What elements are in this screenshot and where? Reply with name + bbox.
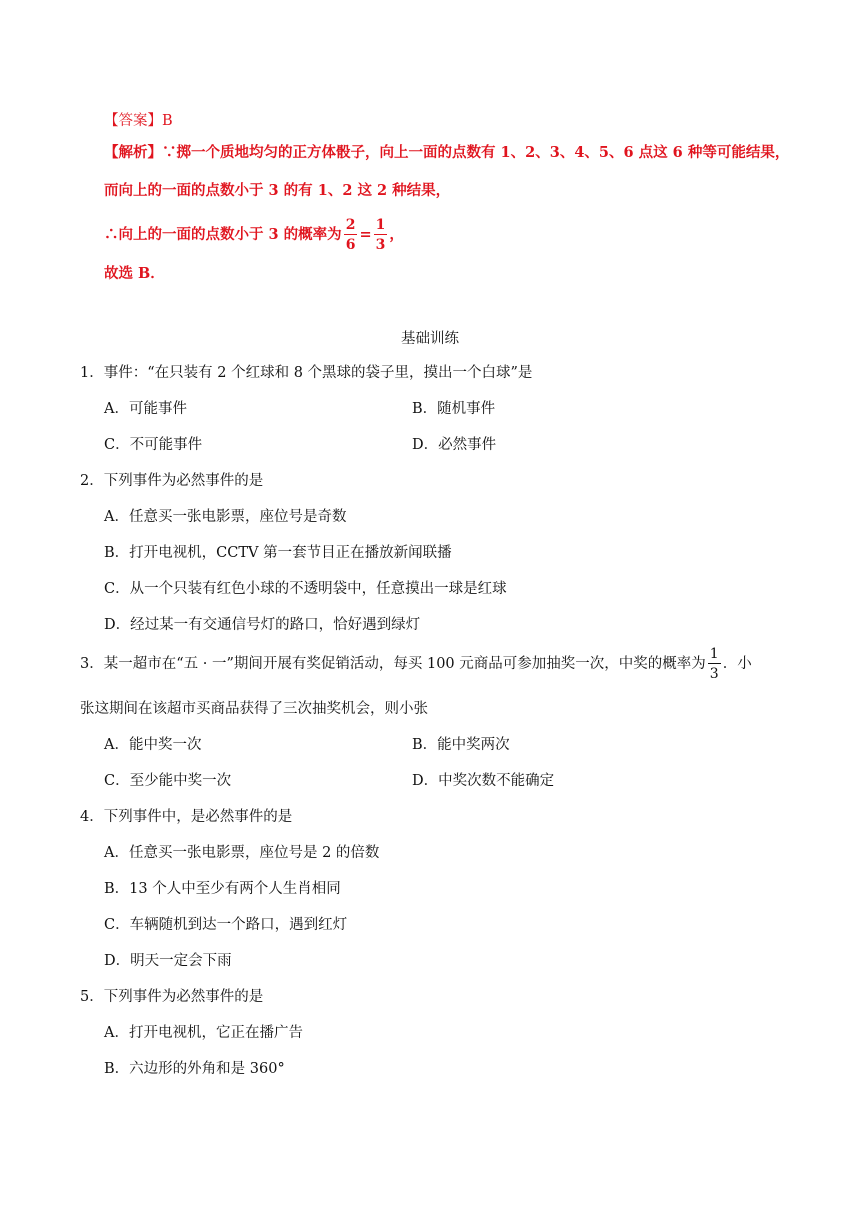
fraction-1-3 [708,647,721,681]
analysis-line-3 [104,213,404,257]
question-3-stem-end: ．小 [722,656,752,672]
question-1-stem: 1．事件：“在只装有 2 个红球和 8 个黑球的袋子里，摸出一个白球”是 [80,365,533,381]
question-5-option-a: A．打开电视机，它正在播广告 [104,1025,303,1041]
question-1-option-b: B．随机事件 [412,401,496,417]
question-5-stem: 5．下列事件为必然事件的是 [80,989,264,1005]
question-3-stem [80,642,752,686]
analysis-text-3-end: ， [389,226,404,243]
fraction-numerator: 2 [345,217,356,233]
section-title: 基础训练 [401,331,459,347]
question-2-option-c: C．从一个只装有红色小球的不透明袋中，任意摸出一球是红球 [104,581,507,597]
question-3-option-d: D．中奖次数不能确定 [412,773,555,789]
fraction-denominator: 3 [709,666,719,682]
question-4-option-d: D．明天一定会下雨 [104,953,232,969]
analysis-line-4: 故选 B． [104,265,165,282]
question-3-option-b: B．能中奖两次 [412,737,510,753]
question-4-option-b: B．13 个人中至少有两个人生肖相同 [104,881,341,897]
analysis-text-1: ∵掷一个质地均匀的正方体骰子，向上一面的点数有 1、2、3、4、5、6 点这 6 种等可能结果， [162,144,790,161]
question-2-stem: 2．下列事件为必然事件的是 [80,473,264,489]
fraction-denominator: 6 [345,237,356,253]
question-3-stem-line-2: 张这期间在该超市买商品获得了三次抽奖机会，则小张 [80,701,428,717]
answer-label: 【答案】 [104,113,162,129]
fraction-numerator: 1 [709,646,719,662]
answer-value: B [162,113,173,129]
question-3-option-c: C．至少能中奖一次 [104,773,232,789]
question-4-stem: 4．下列事件中，是必然事件的是 [80,809,293,825]
analysis-line-1 [104,144,789,162]
answer-line [104,112,173,130]
fraction-denominator: 3 [375,237,386,253]
equals-sign: = [359,226,372,243]
question-5-option-b: B．六边形的外角和是 360° [104,1061,285,1077]
question-2-option-d: D．经过某一有交通信号灯的路口，恰好遇到绿灯 [104,617,421,633]
question-3-stem-text: 3．某一超市在“五 · 一”期间开展有奖促销活动，每买 100 元商品可参加抽奖一次，中奖的概率为 [80,656,706,672]
question-1-option-a: A．可能事件 [104,401,187,417]
analysis-text-3: ∴向上的一面的点数小于 3 的概率为 [104,226,342,243]
question-2-option-b: B．打开电视机，CCTV 第一套节目正在播放新闻联播 [104,545,452,561]
question-1-option-c: C．不可能事件 [104,437,203,453]
analysis-label: 【解析】 [104,144,162,161]
fraction-numerator: 1 [375,217,386,233]
question-4-option-a: A．任意买一张电影票，座位号是 2 的倍数 [104,845,380,861]
question-3-option-a: A．能中奖一次 [104,737,202,753]
question-2-option-a: A．任意买一张电影票，座位号是奇数 [104,509,347,525]
fraction-2-6 [344,218,358,252]
question-4-option-c: C．车辆随机到达一个路口，遇到红灯 [104,917,348,933]
analysis-line-2: 而向上的一面的点数小于 3 的有 1、2 这 2 种结果， [104,182,451,199]
question-1-option-d: D．必然事件 [412,437,497,453]
fraction-1-3 [374,218,388,252]
